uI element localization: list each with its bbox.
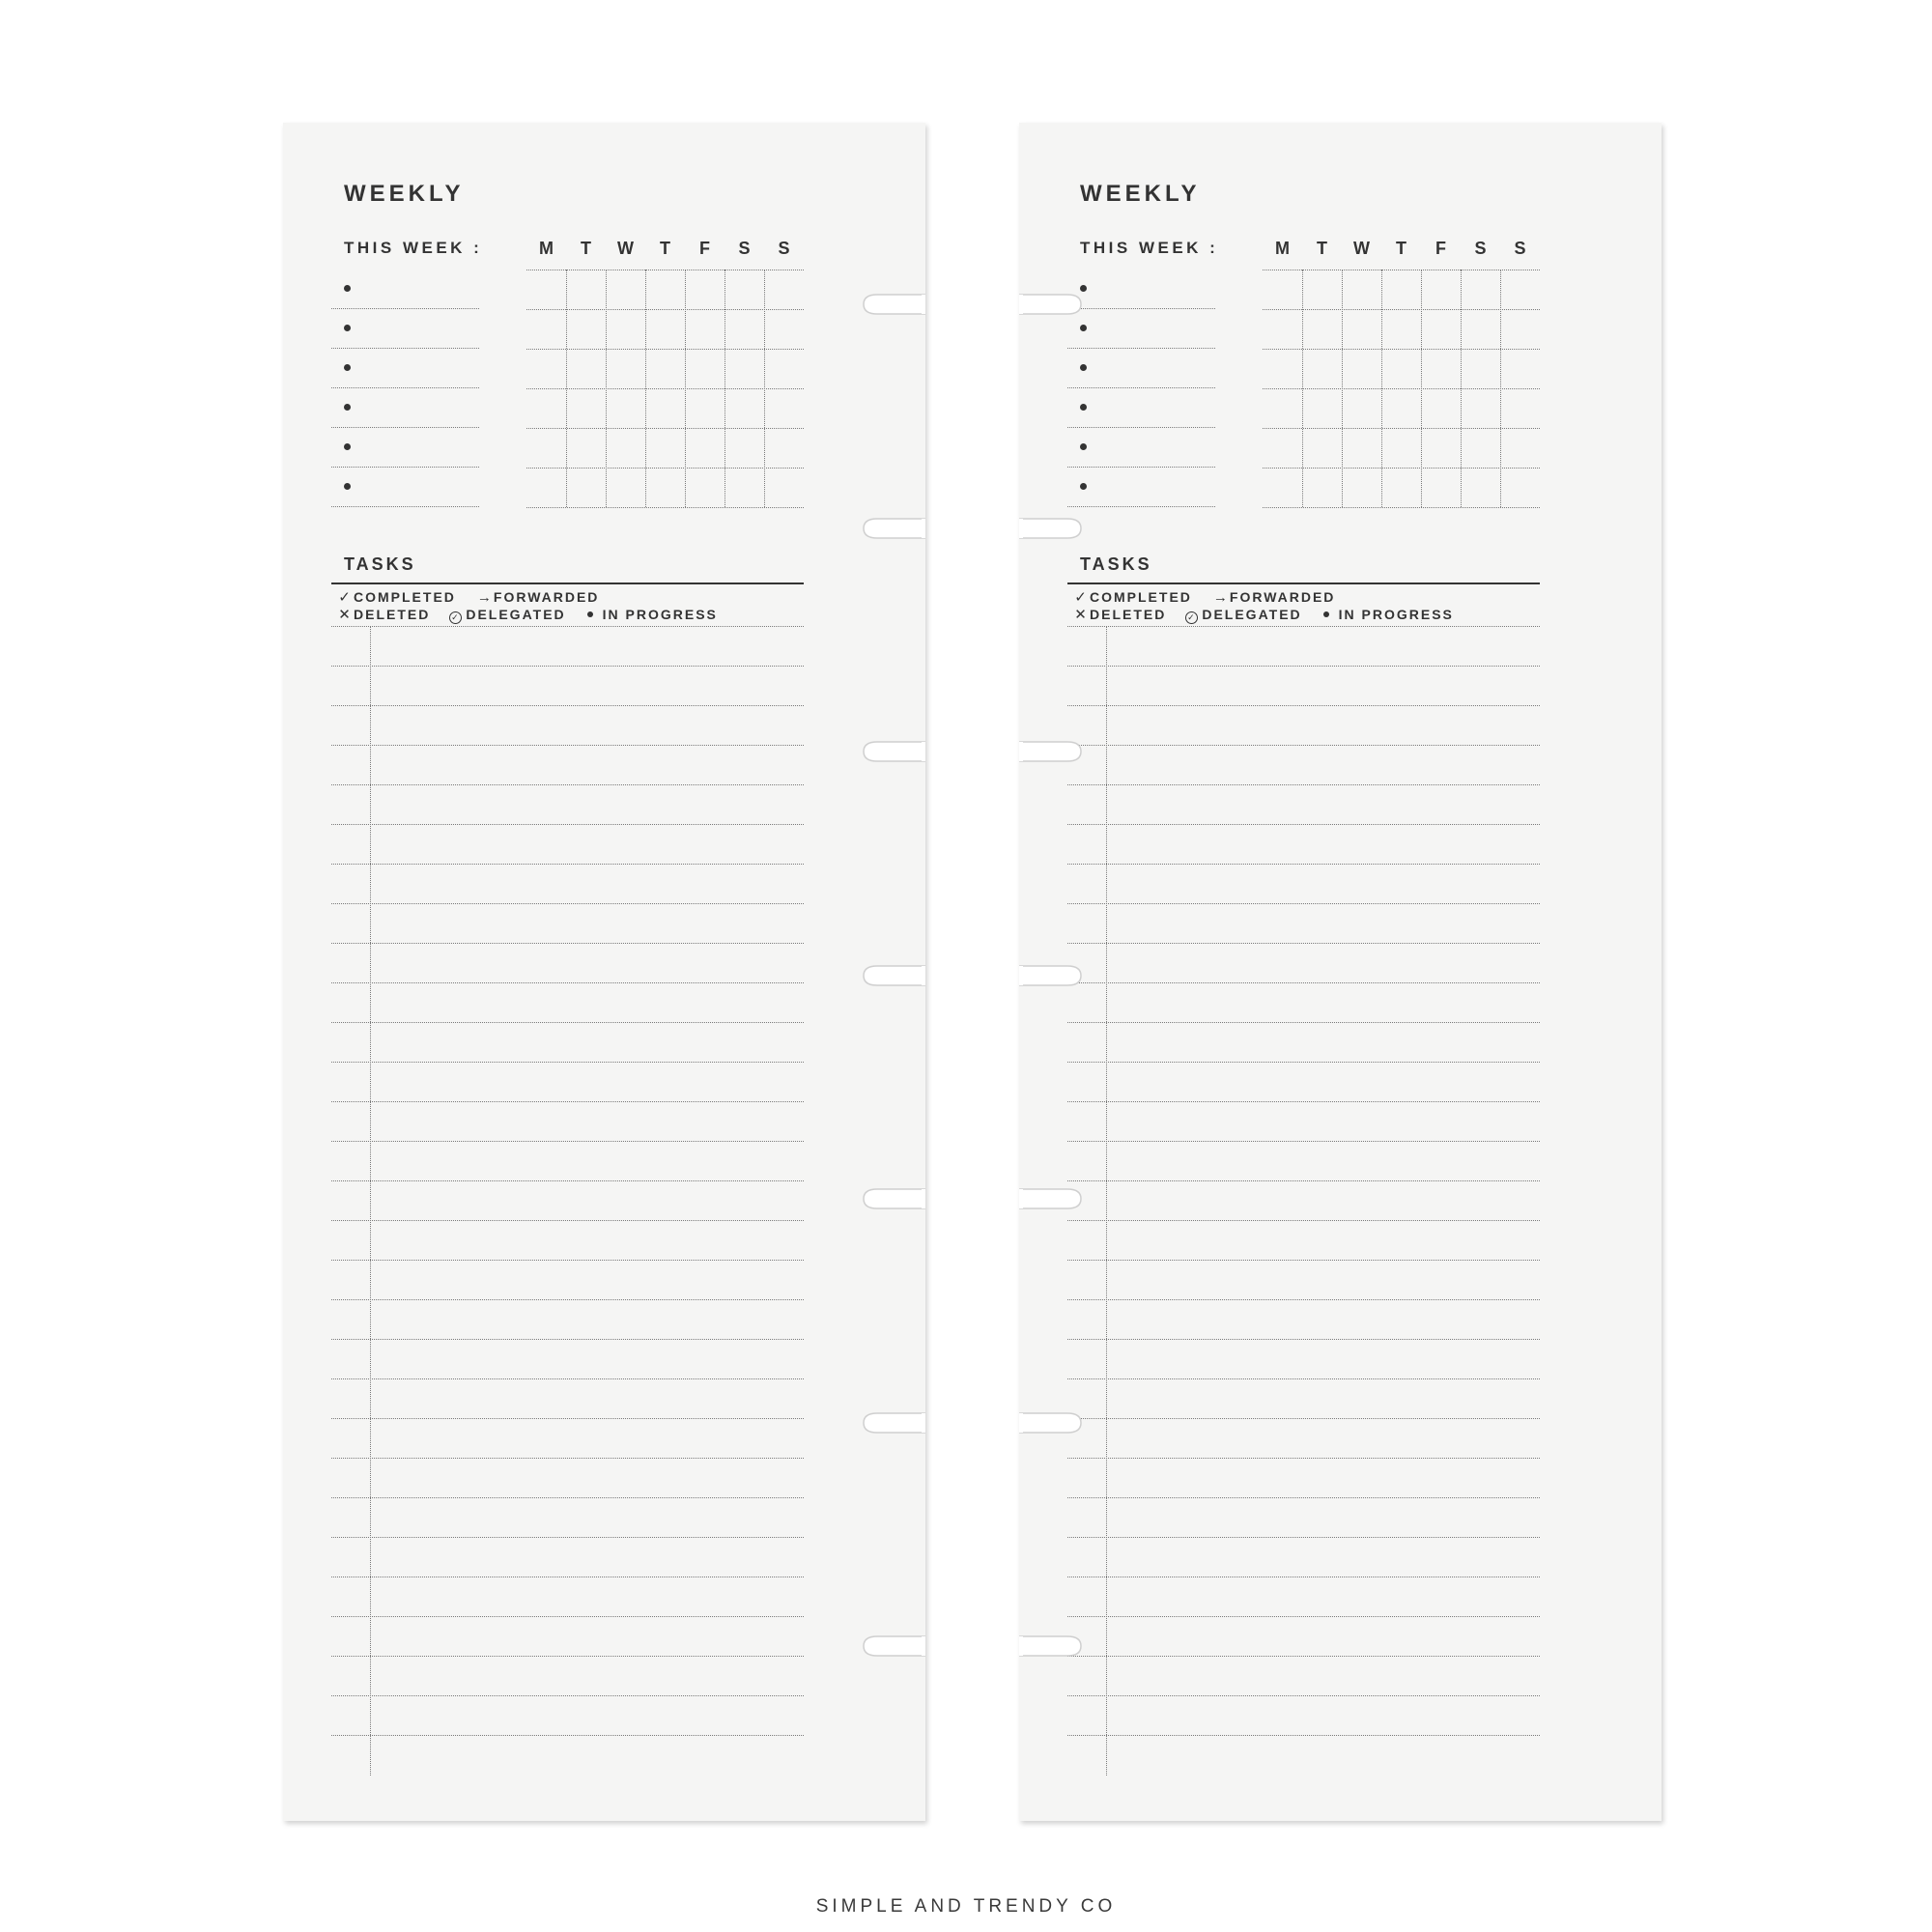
task-line[interactable]	[1067, 1695, 1540, 1696]
check-icon: ✓	[1074, 589, 1089, 606]
bullet-icon	[1080, 483, 1087, 490]
task-line[interactable]	[1067, 784, 1540, 785]
day-header: S	[1474, 239, 1487, 258]
task-line[interactable]	[1067, 1378, 1540, 1379]
habit-row[interactable]	[331, 349, 479, 388]
task-line[interactable]	[1067, 1220, 1540, 1221]
day-header: T	[581, 239, 591, 258]
task-line[interactable]	[1067, 666, 1540, 667]
task-line[interactable]	[331, 1695, 804, 1696]
task-line[interactable]	[331, 1220, 804, 1221]
tracker-grid-line	[526, 428, 804, 429]
task-line[interactable]	[331, 982, 804, 983]
task-line[interactable]	[331, 1616, 804, 1617]
tracker-grid-column	[566, 270, 567, 507]
ring-notch	[838, 719, 925, 777]
habit-row[interactable]	[1067, 388, 1215, 428]
tracker-grid-column	[645, 270, 646, 507]
legend-deleted: DELETED	[1090, 607, 1167, 622]
task-line[interactable]	[331, 626, 804, 627]
legend-in-progress: IN PROGRESS	[602, 607, 718, 622]
tracker-grid-line	[1263, 388, 1540, 389]
legend-row	[1073, 589, 1335, 606]
task-line[interactable]	[331, 745, 804, 746]
tracker-grid-line	[1263, 428, 1540, 429]
task-line[interactable]	[331, 1735, 804, 1736]
day-header: M	[539, 239, 554, 258]
task-line[interactable]	[1067, 1656, 1540, 1657]
legend-row	[1073, 607, 1454, 624]
ring-notch	[838, 1390, 925, 1448]
task-line[interactable]	[331, 1418, 804, 1419]
arrow-right-icon: →	[1212, 589, 1230, 606]
task-line[interactable]	[331, 1141, 804, 1142]
tracker-grid-column	[1381, 270, 1382, 507]
tracker-grid-column	[606, 270, 607, 507]
tracker-grid-line	[1263, 507, 1540, 508]
tasks-title: TASKS	[1080, 554, 1152, 574]
tracker-grid-column	[1500, 270, 1501, 507]
day-header: T	[1317, 239, 1327, 258]
ring-notch	[1019, 1613, 1106, 1671]
ring-notch	[838, 496, 925, 554]
page-title: WEEKLY	[1080, 181, 1201, 207]
task-line[interactable]	[331, 1180, 804, 1181]
task-line[interactable]	[331, 1656, 804, 1657]
tracker-grid-line	[526, 468, 804, 469]
ring-notch	[1019, 943, 1106, 1001]
task-line[interactable]	[331, 1458, 804, 1459]
task-line[interactable]	[331, 1299, 804, 1300]
day-header: W	[617, 239, 634, 258]
task-checkbox-margin	[370, 626, 371, 1776]
day-header: S	[1514, 239, 1526, 258]
ring-notch	[1019, 1166, 1106, 1224]
this-week-label: THIS WEEK :	[1080, 239, 1219, 257]
legend-forwarded: FORWARDED	[493, 589, 600, 605]
task-line[interactable]	[331, 666, 804, 667]
task-checkbox-margin	[1106, 626, 1107, 1776]
ring-notch	[1019, 271, 1106, 329]
task-line[interactable]	[331, 1537, 804, 1538]
task-line[interactable]	[331, 1022, 804, 1023]
x-icon: ✕	[338, 607, 353, 623]
task-line[interactable]	[1067, 1062, 1540, 1063]
task-line[interactable]	[1067, 1141, 1540, 1142]
task-line[interactable]	[1067, 1616, 1540, 1617]
task-line[interactable]	[331, 903, 804, 904]
task-line[interactable]	[331, 1101, 804, 1102]
circle-check-icon: ✓	[451, 612, 461, 622]
arrow-right-icon: →	[476, 589, 494, 606]
dot-icon	[1323, 611, 1329, 617]
habit-row[interactable]	[331, 468, 479, 507]
tasks-divider	[1067, 582, 1540, 584]
task-line[interactable]	[331, 1062, 804, 1063]
tracker-grid-line	[526, 309, 804, 310]
task-line[interactable]	[1067, 1458, 1540, 1459]
habit-row[interactable]	[331, 309, 479, 349]
habit-row[interactable]	[331, 388, 479, 428]
legend-completed: COMPLETED	[354, 589, 456, 605]
dot-icon	[587, 611, 593, 617]
x-icon: ✕	[1074, 607, 1089, 623]
legend-delegated: DELEGATED	[466, 607, 566, 622]
task-line[interactable]	[1067, 982, 1540, 983]
task-line[interactable]	[1067, 1101, 1540, 1102]
legend-forwarded: FORWARDED	[1229, 589, 1336, 605]
task-line[interactable]	[1067, 903, 1540, 904]
task-line[interactable]	[1067, 1339, 1540, 1340]
circle-check-icon: ✓	[1187, 612, 1197, 622]
tasks-title: TASKS	[344, 554, 416, 574]
day-header: F	[1435, 239, 1446, 258]
ring-notch	[838, 1613, 925, 1671]
task-line[interactable]	[331, 864, 804, 865]
planner-page-right	[1019, 123, 1662, 1821]
bullet-icon	[344, 364, 351, 371]
habit-row[interactable]	[1067, 428, 1215, 468]
task-line[interactable]	[331, 1260, 804, 1261]
legend-row	[337, 607, 718, 624]
brand-footer: SIMPLE AND TRENDY CO	[815, 1896, 1117, 1917]
habit-row[interactable]	[331, 270, 479, 309]
legend-in-progress: IN PROGRESS	[1338, 607, 1454, 622]
day-header: T	[660, 239, 670, 258]
task-line[interactable]	[331, 943, 804, 944]
ring-notch	[838, 271, 925, 329]
day-header: T	[1396, 239, 1406, 258]
bullet-icon	[344, 483, 351, 490]
tracker-grid-column	[685, 270, 686, 507]
tasks-divider	[331, 582, 804, 584]
tracker-grid-line	[526, 349, 804, 350]
tracker-grid-column	[1421, 270, 1422, 507]
task-line[interactable]	[1067, 824, 1540, 825]
task-line[interactable]	[1067, 745, 1540, 746]
legend-row	[337, 589, 599, 606]
tracker-grid-column	[1302, 270, 1303, 507]
bullet-icon	[1080, 443, 1087, 450]
ring-notch	[1019, 1390, 1106, 1448]
ring-notch	[1019, 496, 1106, 554]
tracker-grid-column	[764, 270, 765, 507]
bullet-icon	[344, 443, 351, 450]
ring-notch	[838, 943, 925, 1001]
check-icon: ✓	[338, 589, 353, 606]
page-title: WEEKLY	[344, 181, 465, 207]
day-header: S	[778, 239, 790, 258]
task-line[interactable]	[1067, 943, 1540, 944]
habit-row[interactable]	[331, 428, 479, 468]
legend-delegated: DELEGATED	[1202, 607, 1302, 622]
task-line[interactable]	[1067, 1537, 1540, 1538]
task-line[interactable]	[1067, 1180, 1540, 1181]
task-line[interactable]	[1067, 1299, 1540, 1300]
task-line[interactable]	[1067, 1022, 1540, 1023]
tracker-grid-line	[1263, 349, 1540, 350]
task-line[interactable]	[1067, 626, 1540, 627]
tracker-grid-line	[526, 388, 804, 389]
legend-deleted: DELETED	[354, 607, 431, 622]
day-header: M	[1275, 239, 1290, 258]
task-line[interactable]	[331, 824, 804, 825]
tracker-grid-column	[1461, 270, 1462, 507]
ring-notch	[1019, 719, 1106, 777]
bullet-icon	[344, 325, 351, 331]
task-line[interactable]	[1067, 1735, 1540, 1736]
bullet-icon	[1080, 404, 1087, 411]
tracker-grid-column	[724, 270, 725, 507]
day-header: W	[1353, 239, 1370, 258]
bullet-icon	[344, 404, 351, 411]
day-header: F	[699, 239, 710, 258]
task-line[interactable]	[331, 1378, 804, 1379]
task-line[interactable]	[331, 705, 804, 706]
task-line[interactable]	[1067, 1418, 1540, 1419]
task-line[interactable]	[331, 1497, 804, 1498]
legend-completed: COMPLETED	[1090, 589, 1192, 605]
tracker-grid-line	[1263, 309, 1540, 310]
habit-row[interactable]	[1067, 349, 1215, 388]
task-line[interactable]	[1067, 1497, 1540, 1498]
this-week-label: THIS WEEK :	[344, 239, 483, 257]
task-line[interactable]	[1067, 1260, 1540, 1261]
planner-page-left	[283, 123, 925, 1821]
day-header: S	[738, 239, 751, 258]
task-line[interactable]	[1067, 705, 1540, 706]
tracker-grid-column	[1342, 270, 1343, 507]
bullet-icon	[344, 285, 351, 292]
task-line[interactable]	[331, 1339, 804, 1340]
tracker-grid-line	[1263, 468, 1540, 469]
task-line[interactable]	[1067, 864, 1540, 865]
bullet-icon	[1080, 364, 1087, 371]
ring-notch	[838, 1166, 925, 1224]
task-line[interactable]	[331, 784, 804, 785]
tracker-grid-line	[526, 507, 804, 508]
